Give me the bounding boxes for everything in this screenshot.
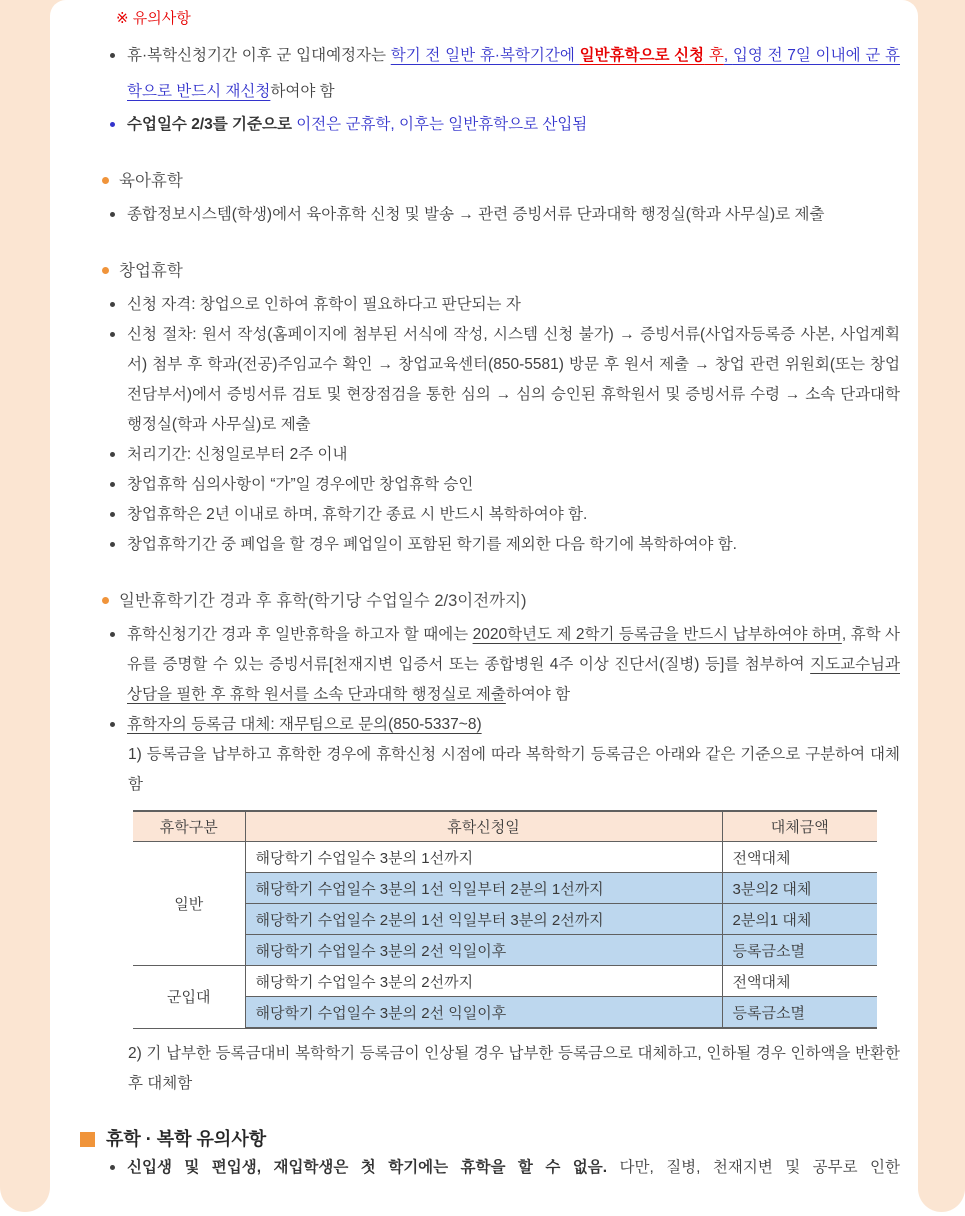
list-item-text: 창업휴학 심의사항이 “가”일 경우에만 창업휴학 승인 — [127, 476, 474, 493]
notice-run-red-bold: 일반휴학으로 신청 — [579, 47, 705, 64]
cautions-heading — [80, 1125, 900, 1153]
numbered-note-1: 1) 등록금을 납부하고 휴학한 경우에 휴학신청 시점에 따라 복학학기 등록금은 아래와 같은 기준으로 구분하여 대체함 — [128, 746, 900, 793]
table-row — [133, 904, 877, 935]
table-row — [133, 935, 877, 966]
list-item — [100, 710, 900, 740]
bullet-icon — [110, 722, 115, 727]
bullet-icon — [110, 122, 115, 127]
section-bullet-icon — [102, 177, 109, 184]
amount-cell: 3분의2 대체 — [722, 873, 877, 904]
notice-run-red: 후 — [704, 47, 724, 64]
section-bullet-icon — [102, 267, 109, 274]
general-run: , 휴학 사유를 증명할 수 있는 증빙서류[천재지변 입증서 또는 종합병원 4주 이상 진단서(질병) 등]를 첨부하여 — [127, 626, 900, 673]
notice-run: 하여야 함 — [270, 83, 335, 100]
table-row — [133, 873, 877, 904]
section-title — [100, 588, 900, 614]
bullet-icon — [110, 452, 115, 457]
notice-run-blue: 이전은 군휴학, 이후는 일반휴학으로 산입됨 — [296, 116, 588, 133]
section-general-leave-after-period — [100, 588, 900, 1099]
notice-marker: ※ 유의사항 — [116, 10, 191, 27]
column-header-replacement-amount: 대체금액 — [722, 811, 877, 842]
date-cell: 해당학기 수업일수 3분의 2선까지 — [245, 966, 722, 997]
notice-run-bold: 수업일수 2/3를 기준으로 — [127, 116, 297, 133]
document-content — [100, 8, 900, 1183]
general-run: 하여야 함 — [505, 686, 571, 703]
date-cell: 해당학기 수업일수 3분의 2선 익일이후 — [245, 997, 722, 1029]
list-item — [100, 290, 900, 320]
list-item-text: 창업휴학은 2년 이내로 하며, 휴학기간 종료 시 반드시 복학하여야 함. — [127, 506, 588, 523]
section-leave-return-cautions — [100, 1125, 900, 1183]
cautions-heading-text: 휴학 · 복학 유의사항 — [106, 1129, 267, 1149]
section-bullet-icon — [102, 597, 109, 604]
list-item — [100, 1153, 900, 1183]
list-item-text: 창업휴학기간 중 폐업을 할 경우 폐업일이 포함된 학기를 제외한 다음 학기에 복학하여야 함. — [127, 536, 737, 553]
square-bullet-icon — [80, 1132, 95, 1147]
column-header-leave-type: 휴학구분 — [133, 811, 245, 842]
childcare-list — [100, 200, 900, 230]
bullet-icon — [110, 632, 115, 637]
date-cell: 해당학기 수업일수 3분의 1선 익일부터 2분의 1선까지 — [245, 873, 722, 904]
amount-cell: 전액대체 — [722, 842, 877, 873]
list-item-text: 신청 자격: 창업으로 인하여 휴학이 필요하다고 판단되는 자 — [127, 296, 521, 313]
table-row — [133, 997, 877, 1029]
date-cell: 해당학기 수업일수 2분의 1선 익일부터 3분의 2선까지 — [245, 904, 722, 935]
numbered-note-2: 2) 기 납부한 등록금대비 복학학기 등록금이 인상될 경우 납부한 등록금으로 대체하고, 인하될 경우 인하액을 반환한 후 대체함 — [128, 1045, 900, 1092]
frame-corner-top-left — [50, 0, 66, 16]
bullet-icon — [110, 332, 115, 337]
bullet-icon — [110, 482, 115, 487]
section-title-text: 육아휴학 — [119, 172, 183, 190]
table-header-row — [133, 811, 877, 842]
cautions-run-bold: 신입생 및 편입생, 재입학생은 첫 학기에는 휴학을 할 수 없음. — [127, 1159, 608, 1176]
section-title — [100, 258, 900, 284]
bullet-icon — [110, 542, 115, 547]
notice-list — [100, 38, 900, 140]
amount-cell: 전액대체 — [722, 966, 877, 997]
bullet-icon — [110, 302, 115, 307]
section-startup-leave — [100, 258, 900, 560]
list-item-text-underline: 휴학자의 등록금 대체: 재무팀으로 문의(850-5337~8) — [127, 716, 482, 733]
general-run: 휴학신청기간 경과 후 일반휴학을 하고자 할 때에는 — [127, 626, 473, 643]
left-frame-border — [0, 0, 50, 1212]
amount-cell: 등록금소멸 — [722, 935, 877, 966]
bullet-icon — [110, 53, 115, 58]
date-cell: 해당학기 수업일수 3분의 1선까지 — [245, 842, 722, 873]
notice-run-blue: , — [723, 47, 733, 64]
list-item-text: 신청 절차: 원서 작성(홈페이지에 첨부된 서식에 작성, 시스템 신청 불가) → 증빙서류(사업자등록증 사본, 사업계획서) 첨부 후 학과(전공)주임교수 확인 → 창업교육센터(850-5581) 방문 후 원서 제출 → 창업 관련 위원회(또는 창업 전담부서)에서 증빙서류 검토 및 현장점검을 통한 심의 → 심의 승인된 휴학원서 및 증빙서류 수령 → 소속 단과대학 행정실(학과 사무실)로 제출 — [127, 326, 900, 433]
list-item — [100, 470, 900, 500]
section-title — [100, 168, 900, 194]
notice-item-military — [100, 38, 900, 110]
table-row — [133, 842, 877, 873]
list-item-text: 처리기간: 신청일로부터 2주 이내 — [127, 446, 348, 463]
bullet-icon — [110, 1165, 115, 1170]
cautions-run: 다만, 질병, 천재지변 및 공무로 인한 — [607, 1159, 900, 1176]
right-frame-border — [918, 0, 965, 1212]
tuition-replacement-table — [133, 810, 877, 1029]
bullet-icon — [110, 512, 115, 517]
section-title-text: 창업휴학 — [119, 262, 183, 280]
startup-list — [100, 290, 900, 560]
bullet-icon — [110, 212, 115, 217]
date-cell: 해당학기 수업일수 3분의 2선 익일이후 — [245, 935, 722, 966]
table-row — [133, 966, 877, 997]
general-list — [100, 620, 900, 740]
list-item — [100, 500, 900, 530]
list-item — [100, 530, 900, 560]
list-item — [100, 620, 900, 710]
category-cell-military: 군입대 — [133, 966, 245, 1029]
general-run-underline: 지도교수님과 상담을 필한 후 휴학 원서를 소속 단과대학 행정실로 제출 — [127, 656, 900, 703]
frame-corner-top-right — [902, 0, 918, 16]
list-item — [100, 440, 900, 470]
notice-run-blue: 학기 전 일반 휴·복학기간에 — [390, 47, 580, 64]
list-item — [100, 320, 900, 440]
cautions-list — [100, 1153, 900, 1183]
section-title-text: 일반휴학기간 경과 후 휴학(학기당 수업일수 2/3이전까지) — [119, 592, 527, 610]
amount-cell: 2분의1 대체 — [722, 904, 877, 935]
list-item-text: 종합정보시스템(학생)에서 육아휴학 신청 및 발송 → 관련 증빙서류 단과대학 행정실(학과 사무실)로 제출 — [127, 206, 825, 223]
category-cell-general: 일반 — [133, 842, 245, 966]
section-childcare-leave — [100, 168, 900, 230]
notice-run-blue: 입영 전 7일 이내에 군 휴학으로 반드시 재신청 — [127, 47, 900, 100]
notice-run: 휴·복학신청기간 이후 군 입대예정자는 — [127, 47, 391, 64]
general-run-underline: 2020학년도 제 2학기 등록금을 반드시 납부하여야 하며 — [472, 626, 842, 643]
amount-cell: 등록금소멸 — [722, 997, 877, 1029]
column-header-application-date: 휴학신청일 — [245, 811, 722, 842]
list-item — [100, 200, 900, 230]
notice-item-attendance — [100, 110, 900, 140]
